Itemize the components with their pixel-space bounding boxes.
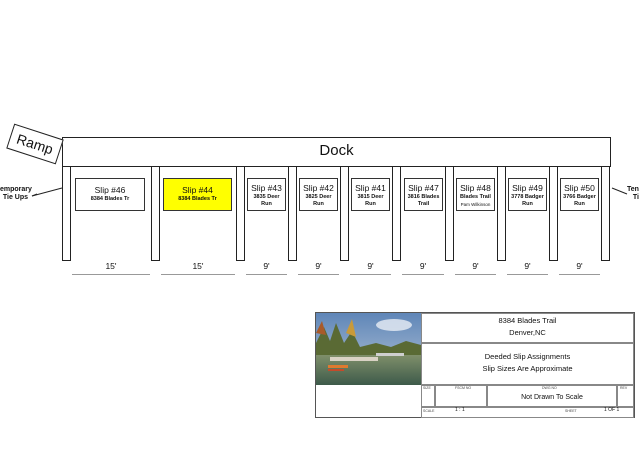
tie-ups-left-line2: Tie Ups <box>2 194 28 201</box>
slip-width-label: 9' <box>419 261 427 271</box>
slip-owner: Pam Wilkinson <box>460 201 491 207</box>
slip-46 <box>75 178 145 211</box>
slip-width-label: 15' <box>192 261 204 271</box>
slip-address: 3815 Deer Run <box>357 194 384 207</box>
dimension-line <box>298 274 339 275</box>
slip-title: Slip #48 <box>460 183 491 193</box>
ramp-label: Ramp <box>6 124 63 165</box>
slip-title: Slip #47 <box>408 183 439 193</box>
slip-width-label: 9' <box>367 261 374 271</box>
scale-label: SCALE <box>423 409 435 413</box>
dock-post <box>392 166 401 261</box>
slip-width-label: 9' <box>472 261 479 271</box>
scale-value: 1 : 1 <box>455 407 465 413</box>
temporary-tie-ups-left <box>0 186 32 202</box>
slip-title: Slip #41 <box>355 183 386 193</box>
slip-title: Slip #42 <box>303 183 334 193</box>
dock-label: Dock <box>319 142 354 159</box>
dimension-line <box>350 274 391 275</box>
dimension-line <box>507 274 548 275</box>
marina-photo <box>316 313 421 385</box>
slip-49 <box>508 178 547 211</box>
slip-address: 3835 Deer Run <box>253 194 280 207</box>
slip-50 <box>560 178 599 211</box>
dimension-line <box>161 274 235 275</box>
dwg-label: DWG NO <box>542 386 557 390</box>
slip-width-label: 9' <box>524 261 531 271</box>
city-line: Denver,NC <box>509 328 546 337</box>
dimension-line <box>402 274 444 275</box>
dock-post <box>151 166 160 261</box>
slip-43 <box>247 178 286 211</box>
dock-post <box>340 166 349 261</box>
dock-post <box>497 166 506 261</box>
slip-47 <box>404 178 443 211</box>
tie-ups-left-line1: emporary <box>0 186 32 193</box>
slip-address: 3766 Badger Run <box>563 194 596 207</box>
sheet-value: 1 OF 1 <box>604 407 620 413</box>
address-line: 8384 Blades Trail <box>498 316 557 325</box>
dock-post <box>549 166 558 261</box>
dock-post <box>236 166 245 261</box>
slip-title: Slip #43 <box>251 183 282 193</box>
slip-48 <box>456 178 495 211</box>
slip-42 <box>299 178 338 211</box>
dimension-line <box>72 274 150 275</box>
dimension-line <box>559 274 600 275</box>
slip-title: Slip #50 <box>564 183 595 193</box>
sheet-label: SHEET <box>565 409 577 413</box>
rev-label: REV <box>620 386 628 390</box>
slip-address: 3778 Badger Run <box>511 194 544 207</box>
scale-row <box>421 407 634 418</box>
slip-title: Slip #49 <box>512 183 543 193</box>
drawing-title-line2: Slip Sizes Are Approximate <box>482 364 573 373</box>
slip-width-label: 9' <box>576 261 583 271</box>
slip-address: 8384 Blades Tr <box>90 196 130 202</box>
size-label: SIZE <box>423 386 431 390</box>
dimension-line <box>455 274 496 275</box>
slip-address: 8384 Blades Tr <box>178 196 217 202</box>
dock-post <box>445 166 454 261</box>
slip-address: 3825 Deer Run <box>305 194 332 207</box>
tie-ups-right-arrow <box>610 184 630 214</box>
tie-ups-right-line1: Ten <box>627 186 639 193</box>
slip-address: 3816 Blades Trail <box>407 194 440 207</box>
slip-width-label: 15' <box>105 261 117 271</box>
slip-width-label: 9' <box>315 261 322 271</box>
slip-44 <box>163 178 232 211</box>
fscm-label: FSCM NO <box>455 386 472 390</box>
drawing-title-line1: Deeded Slip Assignments <box>484 352 571 361</box>
slip-41 <box>351 178 390 211</box>
dimension-line <box>246 274 287 275</box>
tie-ups-left-arrow <box>30 184 66 214</box>
tie-ups-right-line2: Ti <box>632 194 639 201</box>
dock-post <box>288 166 297 261</box>
dock-post <box>62 166 71 261</box>
not-to-scale-note: Not Drawn To Scale <box>521 394 583 401</box>
slip-width-label: 9' <box>263 261 270 271</box>
slip-address: Blades Trail <box>460 194 491 200</box>
dock-post <box>601 166 610 261</box>
slip-title: Slip #44 <box>182 185 213 195</box>
slip-title: Slip #46 <box>94 185 126 195</box>
